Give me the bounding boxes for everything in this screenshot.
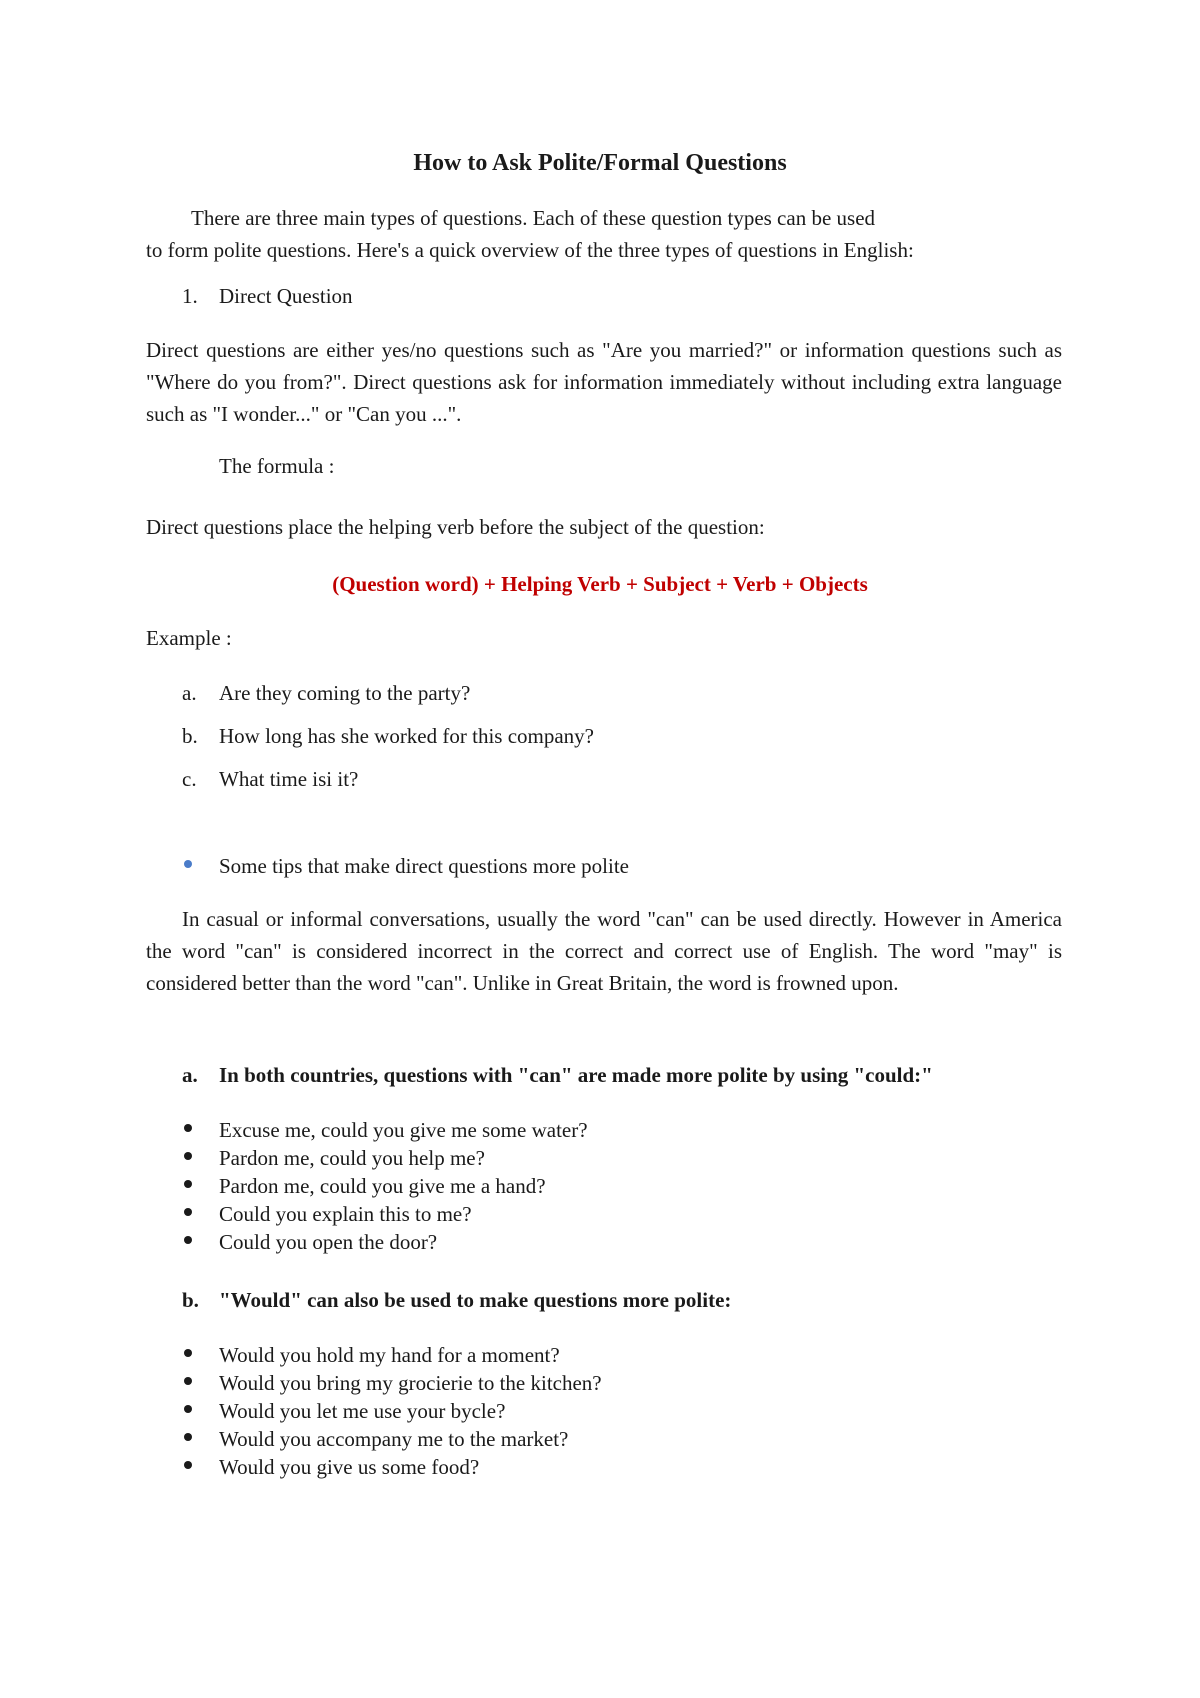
- document-title: How to Ask Polite/Formal Questions: [413, 150, 787, 176]
- example-item: What time isi it?: [219, 767, 359, 791]
- list-item: Would you bring my grocierie to the kitchen?: [219, 1371, 602, 1395]
- bullet-icon: [184, 1152, 192, 1160]
- bullet-icon: [184, 860, 192, 868]
- intro-line-1: There are three main types of questions. Each of these question types can be used: [191, 206, 876, 230]
- bullet-icon: [184, 1377, 192, 1385]
- formula: (Question word) + Helping Verb + Subject + Verb + Objects: [332, 572, 868, 596]
- direct-description: Direct questions are either yes/no questions such as "Are you married?" or information questions such as "Where do you from?". Direct questions ask for information immediately without including extra language such as "I wonder..." or "Can you ...".: [146, 338, 1062, 426]
- section-1-heading: Direct Question: [219, 284, 353, 308]
- bullet-icon: [184, 1405, 192, 1413]
- example-marker: a.: [182, 681, 197, 705]
- bullet-icon: [184, 1349, 192, 1357]
- example-label: Example :: [146, 626, 232, 650]
- intro-line-2: to form polite questions. Here's a quick overview of the three types of questions in English:: [146, 238, 914, 262]
- list-item: Would you accompany me to the market?: [219, 1427, 569, 1451]
- list-item: Would you give us some food?: [219, 1455, 480, 1479]
- could-section-heading: In both countries, questions with "can" are made more polite by using "could:": [219, 1063, 933, 1087]
- list-item: Would you hold my hand for a moment?: [219, 1343, 560, 1367]
- would-section-marker: b.: [182, 1288, 199, 1312]
- formula-intro: Direct questions place the helping verb before the subject of the question:: [146, 515, 765, 539]
- bullet-icon: [184, 1461, 192, 1469]
- tips-paragraph: In casual or informal conversations, usually the word "can" can be used directly. However in America the word "can" is considered incorrect in the correct and correct use of English. The word "may" is considered better than the word "can". Unlike in Great Britain, the word is frowned upon.: [146, 907, 1062, 995]
- bullet-icon: [184, 1124, 192, 1132]
- list-item: Pardon me, could you help me?: [219, 1146, 485, 1170]
- list-item: Excuse me, could you give me some water?: [219, 1118, 588, 1142]
- example-item: How long has she worked for this company?: [219, 724, 595, 748]
- list-item: Would you let me use your bycle?: [219, 1399, 506, 1423]
- list-item: Pardon me, could you give me a hand?: [219, 1174, 546, 1198]
- could-section-marker: a.: [182, 1063, 198, 1087]
- section-1-number: 1.: [182, 284, 198, 308]
- bullet-icon: [184, 1208, 192, 1216]
- would-section-heading: "Would" can also be used to make questions more polite:: [219, 1288, 732, 1312]
- example-marker: c.: [182, 767, 197, 791]
- bullet-icon: [184, 1180, 192, 1188]
- bullet-icon: [184, 1433, 192, 1441]
- list-item: Could you open the door?: [219, 1230, 438, 1254]
- tips-bullet-text: Some tips that make direct questions more polite: [219, 854, 630, 878]
- example-item: Are they coming to the party?: [219, 681, 471, 705]
- bullet-icon: [184, 1236, 192, 1244]
- list-item: Could you explain this to me?: [219, 1202, 472, 1226]
- formula-label: The formula :: [219, 454, 335, 478]
- example-marker: b.: [182, 724, 198, 748]
